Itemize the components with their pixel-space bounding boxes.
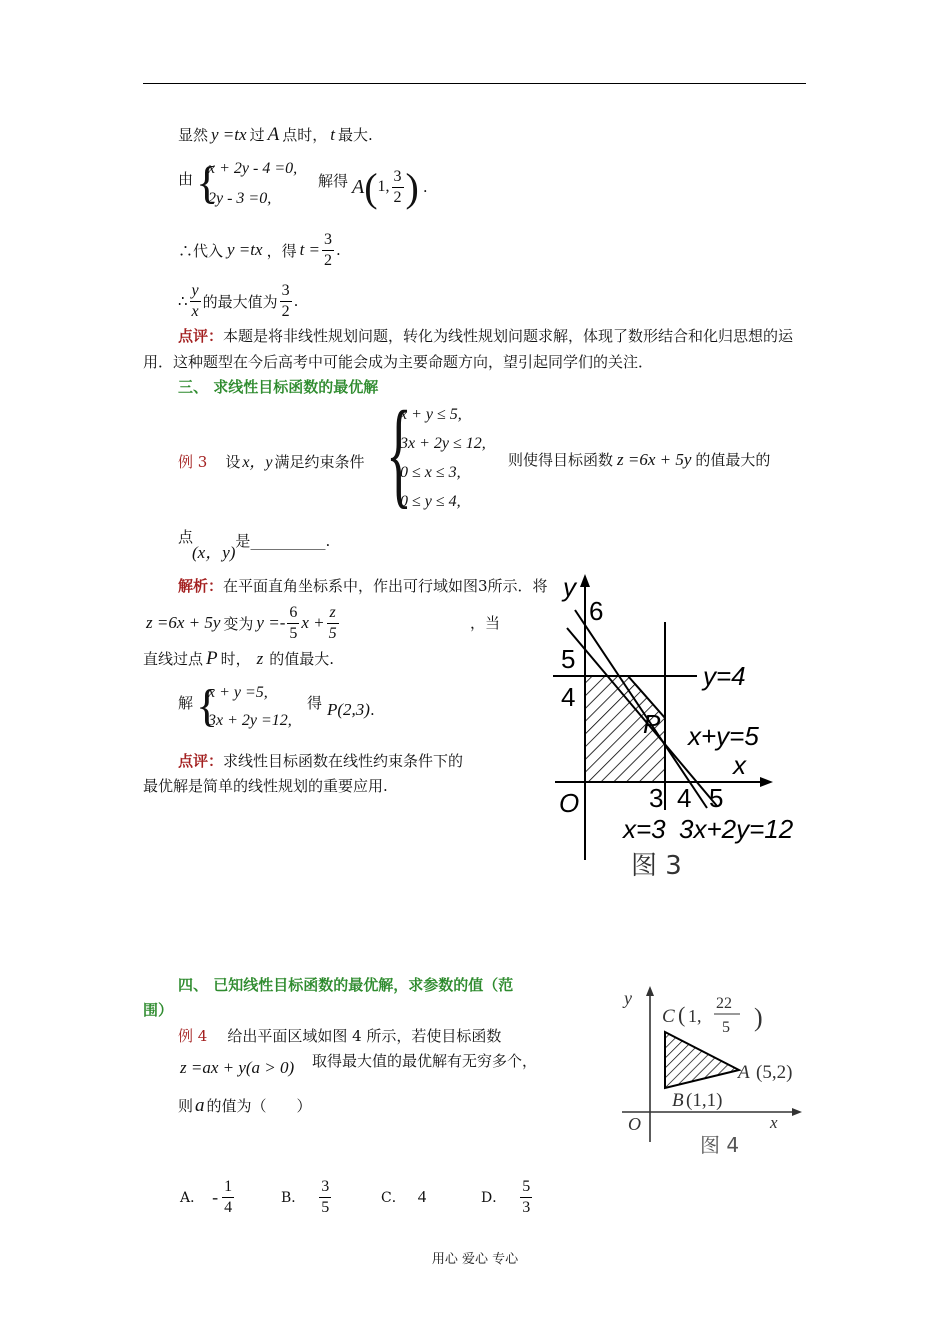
fraction bbox=[287, 603, 299, 644]
comment-3-line1: 点评：求线性目标函数在线性约束条件下的 bbox=[178, 752, 464, 770]
denominator: 5 bbox=[328, 624, 337, 642]
comment-1 bbox=[143, 323, 808, 375]
option-b[interactable] bbox=[281, 1172, 333, 1222]
comment-label: 点评： bbox=[178, 752, 224, 770]
fraction bbox=[322, 230, 334, 271]
answer-blank[interactable]: __________ bbox=[250, 532, 326, 550]
label-c: C bbox=[662, 1006, 675, 1027]
comment-3-line2: 最优解是简单的线性规划的重要应用. bbox=[143, 777, 388, 795]
text: 最大. bbox=[337, 126, 373, 144]
point-label: P bbox=[206, 648, 218, 669]
numerator: 3 bbox=[393, 167, 402, 185]
equation: x + y =5, bbox=[208, 684, 268, 701]
line-substitute bbox=[178, 225, 341, 275]
fraction bbox=[190, 281, 201, 322]
label-x: x bbox=[733, 750, 746, 780]
text: ∴ bbox=[178, 292, 188, 310]
fraction bbox=[222, 1177, 234, 1218]
equation: t = bbox=[299, 240, 321, 259]
text: . bbox=[422, 178, 428, 196]
constraint: x + y ≤ 5, bbox=[400, 406, 462, 423]
footer: 用心 爱心 专心 bbox=[431, 1252, 519, 1267]
brace: { bbox=[386, 386, 412, 519]
text: ，得 bbox=[266, 241, 297, 260]
example-4-line2 bbox=[180, 1058, 294, 1078]
denominator: 5 bbox=[289, 624, 298, 642]
point-label: A bbox=[267, 124, 280, 145]
numerator: z bbox=[329, 603, 336, 621]
denominator: 3 bbox=[522, 1198, 531, 1216]
paren: ) bbox=[405, 164, 419, 210]
solution-3-line1 bbox=[178, 575, 548, 596]
numerator: 6 bbox=[289, 603, 298, 621]
text: 是 bbox=[235, 532, 251, 550]
variable: t bbox=[330, 125, 335, 144]
comment-text: 本题是将非线性规划问题，转化为线性规划问题求解，体现了数形结合和化归思想的运用．这种题型在今后高考中可能会成为主要命题方向，望引起同学们的关注． bbox=[143, 327, 794, 371]
text: 点时， bbox=[282, 126, 328, 144]
system3-prefix: 解 bbox=[178, 694, 194, 712]
tick-5: 5 bbox=[561, 644, 576, 674]
example-label: 例 3 bbox=[178, 453, 208, 471]
fraction bbox=[520, 1177, 532, 1218]
y-arrow bbox=[580, 574, 590, 587]
label-origin: O bbox=[559, 788, 580, 818]
text: . bbox=[325, 532, 331, 550]
section-4-heading-line1: 四、 已知线性目标函数的最优解，求参数的值（范 bbox=[178, 976, 514, 994]
option-label: C． bbox=[381, 1190, 406, 1206]
constraint: 3x + 2y ≤ 12, bbox=[400, 435, 486, 452]
variable: z bbox=[256, 649, 264, 668]
equation: z =ax + y(a > 0) bbox=[180, 1058, 295, 1077]
label-a: A bbox=[738, 1062, 750, 1083]
line-max-t bbox=[178, 124, 373, 146]
example-3-objective bbox=[508, 449, 770, 470]
comment-label: 点评： bbox=[178, 327, 224, 345]
denominator: 2 bbox=[281, 302, 290, 320]
solution-label: 解析： bbox=[178, 577, 224, 595]
denominator: 5 bbox=[722, 1019, 730, 1036]
option-label: A． bbox=[180, 1190, 205, 1206]
point-label: A bbox=[352, 175, 365, 198]
equation: 3x + 2y =12, bbox=[208, 712, 292, 729]
fraction bbox=[392, 167, 404, 208]
fraction bbox=[319, 1177, 331, 1218]
value: 4 bbox=[417, 1187, 427, 1206]
brace: { bbox=[196, 157, 219, 208]
coord-b: (1,1) bbox=[686, 1090, 723, 1111]
example-3-lead bbox=[178, 449, 365, 472]
system3-row1 bbox=[208, 684, 268, 702]
denominator: x bbox=[191, 302, 199, 320]
label-y: y bbox=[563, 572, 576, 602]
numerator: 1 bbox=[224, 1177, 233, 1195]
point: (x，y) bbox=[192, 543, 236, 562]
fraction bbox=[280, 281, 292, 322]
text: 的值为（ ） bbox=[206, 1097, 312, 1115]
system3-result-point bbox=[327, 700, 375, 720]
constraint-2 bbox=[400, 435, 486, 453]
option-a[interactable] bbox=[180, 1172, 236, 1222]
caption: 图 3 bbox=[631, 851, 682, 880]
text: ∴代入 bbox=[178, 241, 224, 260]
equation: 2y - 3 =0, bbox=[208, 190, 272, 207]
tick-4: 4 bbox=[561, 682, 576, 712]
text: 设 bbox=[225, 453, 241, 471]
example-3-tail bbox=[178, 526, 193, 547]
system3-row2 bbox=[208, 712, 292, 730]
equation: z =6x + 5y bbox=[146, 613, 221, 632]
section-4-heading-line2: 围） bbox=[143, 1001, 174, 1019]
constraint: 0 ≤ x ≤ 3, bbox=[400, 464, 461, 481]
text: 满足约束条件 bbox=[274, 453, 365, 471]
text: 得 bbox=[307, 694, 323, 712]
numerator: 3 bbox=[281, 281, 290, 299]
variables: x，y bbox=[242, 454, 273, 471]
text: 则使得目标函数 bbox=[508, 451, 614, 469]
text: . bbox=[369, 701, 375, 719]
label-x: x bbox=[770, 1113, 778, 1132]
text: 的值最大的 bbox=[695, 451, 771, 469]
section-3-heading: 三、 求线性目标函数的最优解 bbox=[178, 378, 379, 396]
equation: x + bbox=[301, 613, 325, 632]
label-3x2y: 3x+2y=12 bbox=[679, 814, 794, 844]
point: P(2,3) bbox=[327, 700, 370, 719]
option-c[interactable] bbox=[381, 1172, 426, 1222]
text: . bbox=[293, 292, 299, 310]
paren: ( bbox=[678, 1002, 686, 1027]
triangle-region bbox=[665, 1032, 739, 1088]
example-4-line1 bbox=[178, 1025, 501, 1046]
header-rule bbox=[143, 83, 806, 84]
paren: ( bbox=[364, 164, 378, 210]
sign: - bbox=[212, 1186, 219, 1207]
option-d[interactable] bbox=[481, 1172, 534, 1222]
system1-mid: 解得 bbox=[318, 172, 349, 190]
denominator: 5 bbox=[321, 1198, 330, 1216]
numerator: 3 bbox=[324, 230, 333, 248]
solution-3-line2 bbox=[143, 600, 341, 646]
x-arrow bbox=[760, 777, 773, 787]
tick-x3: 3 bbox=[649, 783, 664, 813]
constraint-3 bbox=[400, 464, 461, 482]
paren: ) bbox=[754, 1003, 763, 1032]
system1-result bbox=[352, 162, 428, 212]
tick-x4: 4 bbox=[677, 783, 692, 813]
label-y4: y=4 bbox=[703, 661, 746, 691]
numerator: 5 bbox=[522, 1177, 531, 1195]
text: 过 bbox=[249, 126, 265, 144]
line-max-ratio bbox=[178, 276, 298, 326]
example-4-line2-tail: 取得最大值的最优解有无穷多个， bbox=[312, 1052, 538, 1070]
tick-x5: 5 bbox=[709, 783, 724, 813]
text: 显然 bbox=[178, 126, 209, 144]
example-3-answer bbox=[192, 532, 331, 563]
numerator: 3 bbox=[321, 1177, 330, 1195]
numerator: y bbox=[191, 281, 199, 299]
text: 时， bbox=[220, 650, 251, 668]
x-arrow bbox=[792, 1108, 802, 1116]
label-x3: x=3 bbox=[623, 814, 666, 844]
equation: y =tx bbox=[227, 240, 263, 259]
text: 变为 bbox=[223, 614, 254, 633]
label-b: B bbox=[672, 1090, 684, 1111]
system3-result bbox=[307, 692, 322, 713]
coord: 1, bbox=[377, 178, 390, 195]
tick-6: 6 bbox=[589, 596, 604, 626]
equation: x + 2y - 4 =0, bbox=[208, 160, 298, 177]
system1-row2 bbox=[208, 190, 271, 208]
denominator: 4 bbox=[224, 1198, 233, 1216]
text: 给出平面区域如图 4 所示，若使目标函数 bbox=[227, 1027, 502, 1045]
label-p: P bbox=[643, 709, 661, 739]
coord-a: (5,2) bbox=[756, 1062, 793, 1083]
example-4-line3 bbox=[178, 1095, 312, 1117]
solution-3-line3: 直线过点 P 时， z 的值最大. bbox=[143, 648, 335, 669]
text: . bbox=[336, 241, 341, 259]
option-label: D． bbox=[481, 1190, 507, 1206]
constraint-4 bbox=[400, 493, 461, 511]
caption: 图 4 bbox=[700, 1133, 740, 1157]
text: 的最大值为 bbox=[202, 292, 278, 311]
equation: y =- bbox=[256, 613, 286, 632]
example-label: 例 4 bbox=[178, 1027, 208, 1045]
system1-row1 bbox=[208, 160, 297, 178]
fraction bbox=[327, 603, 339, 644]
label-x-plus-y: x+y=5 bbox=[688, 721, 759, 751]
figure-3 bbox=[545, 570, 815, 880]
text: 点 bbox=[178, 528, 194, 546]
y-arrow bbox=[646, 986, 654, 996]
equation: z =6x + 5y bbox=[617, 450, 692, 469]
coord: 1, bbox=[688, 1006, 702, 1026]
denominator: 2 bbox=[393, 188, 402, 206]
option-label: B． bbox=[281, 1190, 306, 1206]
label-y: y bbox=[624, 988, 632, 1008]
text: 则 bbox=[178, 1097, 194, 1115]
brace: { bbox=[196, 680, 219, 731]
numerator: 22 bbox=[716, 995, 732, 1012]
equation: y =tx bbox=[211, 125, 247, 144]
solution-3-line2-tail: ，当 bbox=[470, 614, 501, 632]
variable: a bbox=[195, 1095, 205, 1116]
constraint-1 bbox=[400, 406, 462, 424]
text: 在平面直角坐标系中，作出可行域如图3所示．将 bbox=[223, 577, 548, 595]
figure-4 bbox=[612, 982, 822, 1162]
constraint: 0 ≤ y ≤ 4, bbox=[400, 493, 461, 510]
text: 的值最大. bbox=[269, 650, 335, 668]
label-origin: O bbox=[628, 1114, 641, 1134]
denominator: 2 bbox=[324, 251, 333, 269]
system1-prefix: 由 bbox=[178, 170, 194, 188]
